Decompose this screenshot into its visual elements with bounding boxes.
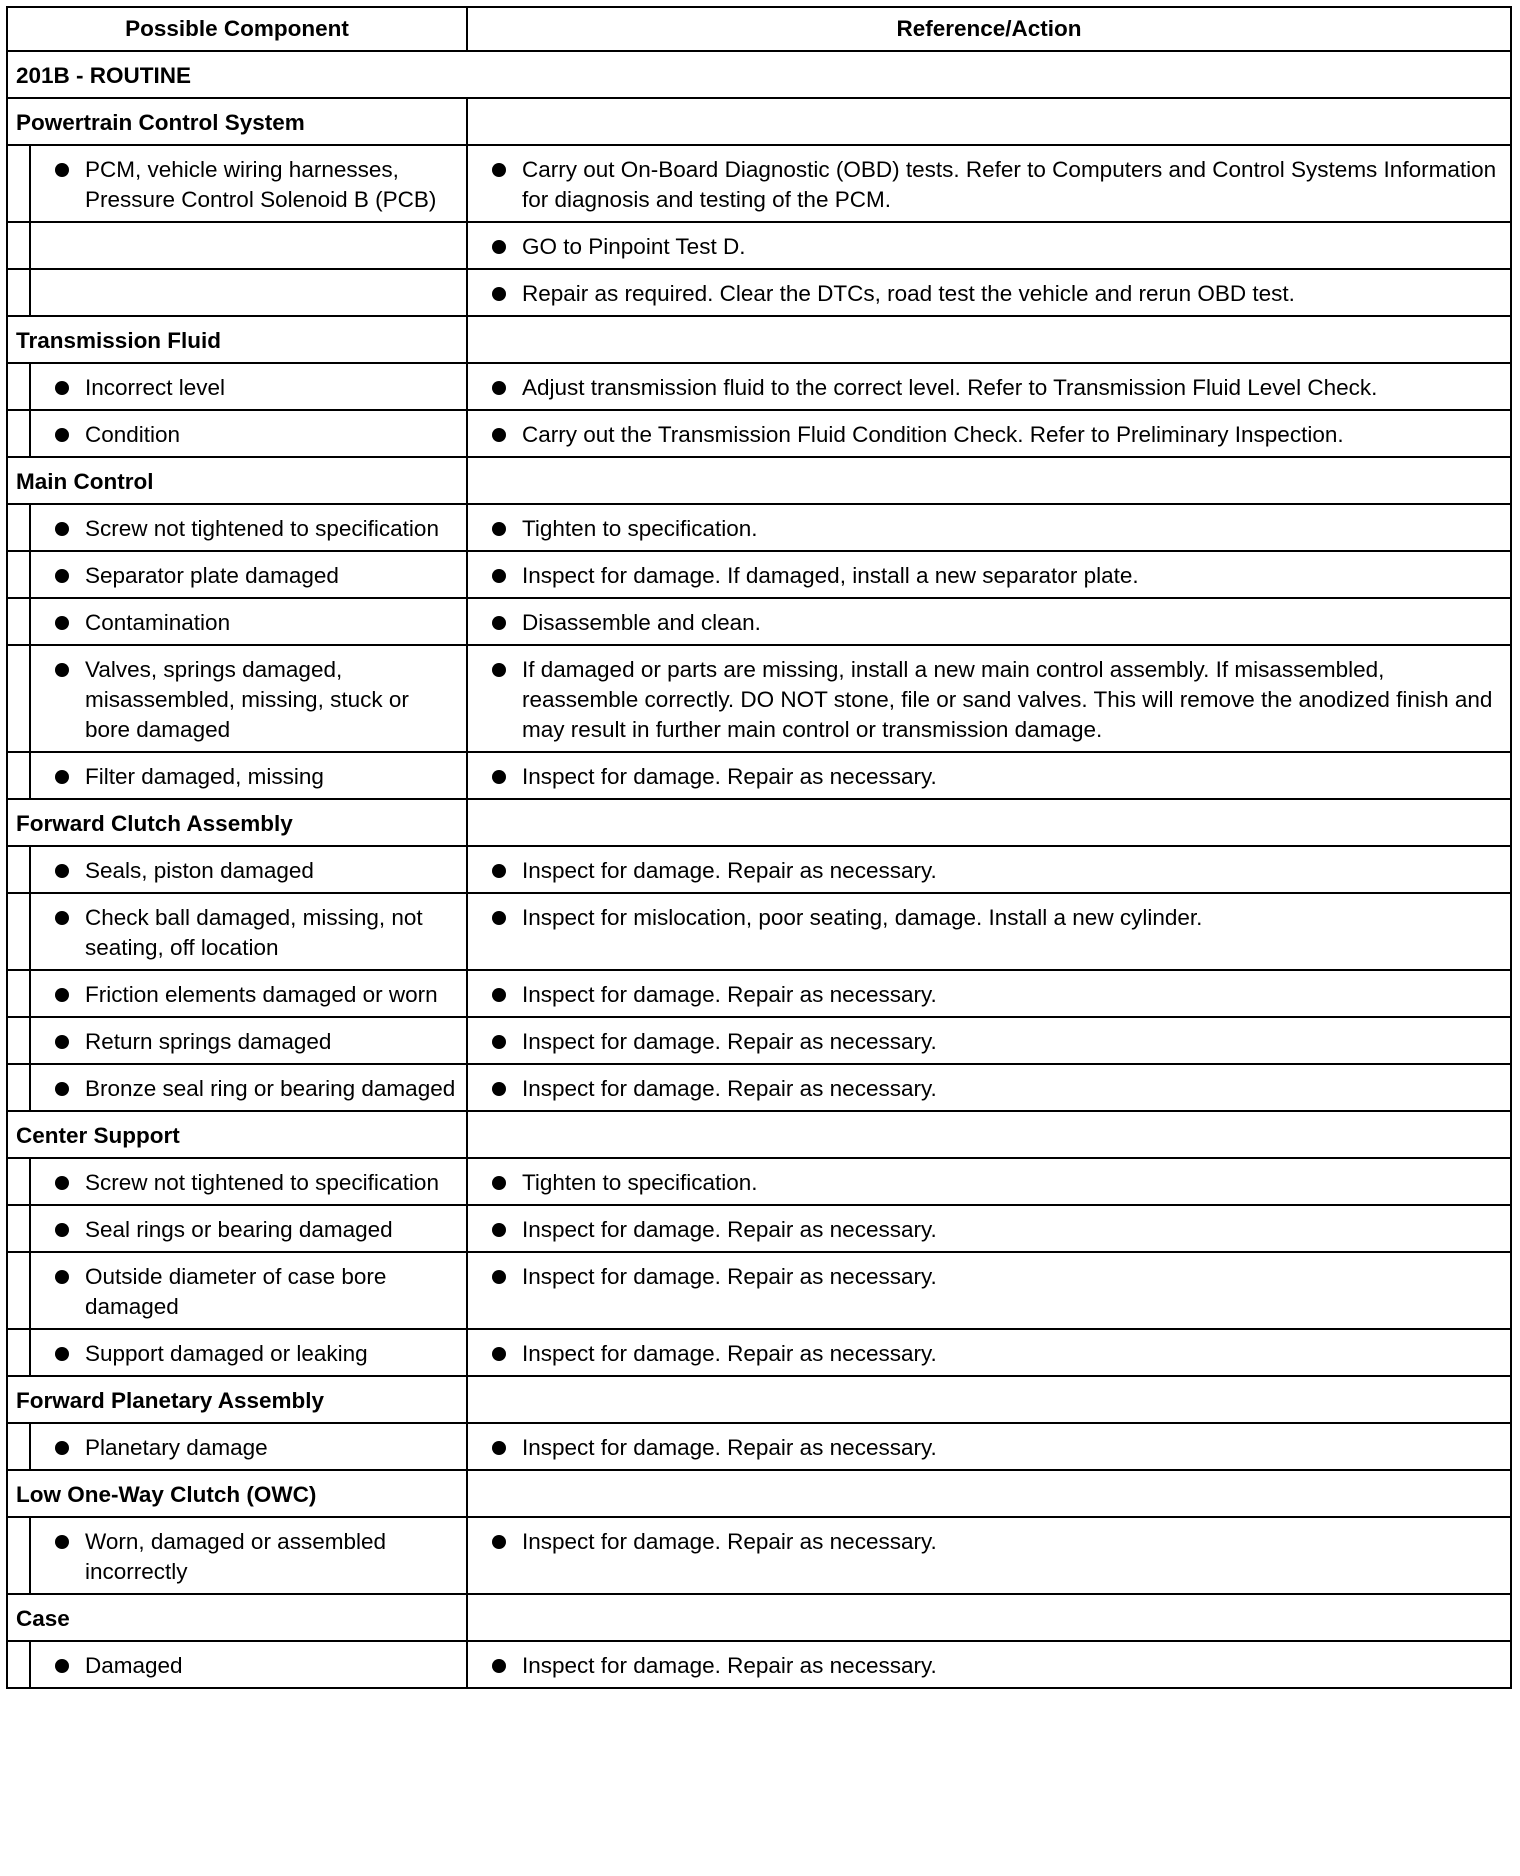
bullet-icon [492,163,506,177]
section-title: Forward Planetary Assembly [7,1376,467,1423]
table-row [7,1517,1511,1594]
component-cell [30,598,467,645]
component-cell [30,1205,467,1252]
action-text: Inspect for damage. Repair as necessary. [522,1264,937,1289]
table-row [7,846,1511,893]
section-title: Center Support [7,1111,467,1158]
component-text: Valves, springs damaged, misassembled, missing, stuck or bore damaged [85,657,409,742]
section-row [7,316,1511,363]
action-item [478,1433,1500,1463]
action-text: Disassemble and clean. [522,610,761,635]
action-item [478,279,1500,309]
section-row [7,1376,1511,1423]
section-row [7,457,1511,504]
indent-cell [7,1158,30,1205]
action-item [478,155,1500,215]
component-cell [30,970,467,1017]
bullet-icon [55,864,69,878]
component-item [41,762,456,792]
table-row [7,752,1511,799]
table-row [7,1252,1511,1329]
bullet-icon [55,663,69,677]
component-item [41,155,456,215]
table-row [7,1064,1511,1111]
section-row [7,799,1511,846]
bullet-icon [492,1535,506,1549]
table-row [7,1329,1511,1376]
section-title: Low One-Way Clutch (OWC) [7,1470,467,1517]
bullet-icon [55,381,69,395]
bullet-icon [492,287,506,301]
action-cell [467,1017,1511,1064]
action-text: Inspect for mislocation, poor seating, damage. Install a new cylinder. [522,905,1203,930]
section-row [7,1111,1511,1158]
component-item [41,514,456,544]
action-item [478,420,1500,450]
table-row [7,893,1511,970]
component-cell [30,752,467,799]
bullet-icon [492,1223,506,1237]
action-item [478,1527,1500,1557]
component-cell [30,504,467,551]
bullet-icon [492,1441,506,1455]
component-text: Screw not tightened to specification [85,516,439,541]
indent-cell [7,363,30,410]
table-row [7,645,1511,752]
routine-row [7,51,1511,98]
section-title: Case [7,1594,467,1641]
section-title: Transmission Fluid [7,316,467,363]
component-cell [30,145,467,222]
action-item [478,608,1500,638]
section-title: Main Control [7,457,467,504]
section-action-cell [467,1376,1511,1423]
action-cell [467,363,1511,410]
component-cell [30,363,467,410]
component-cell [30,1329,467,1376]
action-text: Inspect for damage. Repair as necessary. [522,1217,937,1242]
section-action-cell [467,1470,1511,1517]
action-text: Tighten to specification. [522,516,758,541]
indent-cell [7,269,30,316]
action-item [478,561,1500,591]
table-row [7,598,1511,645]
component-cell [30,410,467,457]
indent-cell [7,1517,30,1594]
bullet-icon [55,1347,69,1361]
component-item [41,980,456,1010]
column-header-component: Possible Component [7,7,467,51]
action-item [478,1027,1500,1057]
action-item [478,1215,1500,1245]
indent-cell [7,1423,30,1470]
table-row [7,551,1511,598]
component-text: Friction elements damaged or worn [85,982,438,1007]
action-item [478,514,1500,544]
bullet-icon [55,1176,69,1190]
component-text: PCM, vehicle wiring harnesses, Pressure Control Solenoid B (PCB) [85,157,437,212]
indent-cell [7,145,30,222]
header-row [7,7,1511,51]
section-action-cell [467,799,1511,846]
component-cell [30,1517,467,1594]
bullet-icon [55,1082,69,1096]
component-text: Planetary damage [85,1435,268,1460]
bullet-icon [55,911,69,925]
indent-cell [7,645,30,752]
action-cell [467,1252,1511,1329]
component-text: Filter damaged, missing [85,764,324,789]
action-item [478,232,1500,262]
indent-cell [7,598,30,645]
action-item [478,903,1500,933]
action-text: GO to Pinpoint Test D. [522,234,746,259]
component-item [41,1433,456,1463]
action-item [478,1339,1500,1369]
bullet-icon [492,616,506,630]
action-item [478,980,1500,1010]
bullet-icon [492,1659,506,1673]
section-title: Powertrain Control System [7,98,467,145]
component-text: Incorrect level [85,375,226,400]
bullet-icon [492,1082,506,1096]
bullet-icon [492,911,506,925]
indent-cell [7,1017,30,1064]
section-action-cell [467,98,1511,145]
bullet-icon [55,1223,69,1237]
bullet-icon [492,569,506,583]
bullet-icon [492,1176,506,1190]
action-text: Inspect for damage. Repair as necessary. [522,858,937,883]
indent-cell [7,504,30,551]
bullet-icon [492,988,506,1002]
table-row [7,145,1511,222]
component-cell [30,1064,467,1111]
component-cell [30,645,467,752]
action-text: Inspect for damage. Repair as necessary. [522,1076,937,1101]
action-text: Inspect for damage. Repair as necessary. [522,1653,937,1678]
bullet-icon [55,988,69,1002]
diagnostic-table-page [6,6,1510,1689]
table-row [7,1423,1511,1470]
component-cell [30,551,467,598]
bullet-icon [55,1535,69,1549]
section-row [7,1594,1511,1641]
table-row [7,504,1511,551]
action-cell [467,410,1511,457]
bullet-icon [492,381,506,395]
component-item [41,373,456,403]
action-text: Inspect for damage. If damaged, install a new separator plate. [522,563,1139,588]
table-row [7,1205,1511,1252]
indent-cell [7,551,30,598]
component-item [41,903,456,963]
action-text: Inspect for damage. Repair as necessary. [522,982,937,1007]
table-row [7,1641,1511,1688]
action-item [478,373,1500,403]
bullet-icon [492,1347,506,1361]
indent-cell [7,893,30,970]
indent-cell [7,970,30,1017]
action-item [478,856,1500,886]
component-item [41,655,456,745]
action-text: Adjust transmission fluid to the correct level. Refer to Transmission Fluid Level Check. [522,375,1378,400]
column-header-action: Reference/Action [467,7,1511,51]
action-item [478,1168,1500,1198]
component-item [41,608,456,638]
component-cell [30,1641,467,1688]
action-cell [467,846,1511,893]
bullet-icon [55,1035,69,1049]
indent-cell [7,846,30,893]
bullet-icon [492,1270,506,1284]
indent-cell [7,1252,30,1329]
bullet-icon [55,616,69,630]
component-item [41,1027,456,1057]
section-row [7,98,1511,145]
action-cell [467,1641,1511,1688]
component-text: Bronze seal ring or bearing damaged [85,1076,456,1101]
component-item [41,420,456,450]
indent-cell [7,1064,30,1111]
bullet-icon [55,569,69,583]
component-text: Return springs damaged [85,1029,332,1054]
bullet-icon [492,428,506,442]
component-text: Worn, damaged or assembled incorrectly [85,1529,386,1584]
indent-cell [7,1329,30,1376]
component-item [41,1168,456,1198]
action-text: If damaged or parts are missing, install a new main control assembly. If misassembled, reassemble correctly. DO NOT stone, file or sand valves. This will remove the anodized finish and may result in further main control or transmission damage. [522,657,1493,742]
section-title: Forward Clutch Assembly [7,799,467,846]
action-cell [467,752,1511,799]
action-cell [467,645,1511,752]
indent-cell [7,410,30,457]
component-cell [30,1017,467,1064]
bullet-icon [55,428,69,442]
action-item [478,1651,1500,1681]
action-item [478,762,1500,792]
component-text: Check ball damaged, missing, not seating, off location [85,905,423,960]
action-cell [467,1064,1511,1111]
component-text: Outside diameter of case bore damaged [85,1264,387,1319]
section-action-cell [467,1594,1511,1641]
action-cell [467,1423,1511,1470]
section-action-cell [467,316,1511,363]
action-text: Inspect for damage. Repair as necessary. [522,1529,937,1554]
action-item [478,655,1500,745]
table-row [7,1017,1511,1064]
component-cell [30,269,467,316]
bullet-icon [55,770,69,784]
bullet-icon [492,522,506,536]
action-cell [467,1329,1511,1376]
bullet-icon [492,663,506,677]
action-cell [467,1517,1511,1594]
table-row [7,970,1511,1017]
table-row [7,1158,1511,1205]
table-row [7,222,1511,269]
routine-title: 201B - ROUTINE [7,51,1511,98]
action-cell [467,145,1511,222]
action-item [478,1262,1500,1292]
action-text: Repair as required. Clear the DTCs, road test the vehicle and rerun OBD test. [522,281,1295,306]
component-cell [30,222,467,269]
table-row [7,363,1511,410]
action-text: Inspect for damage. Repair as necessary. [522,764,937,789]
action-cell [467,1158,1511,1205]
component-item [41,1527,456,1587]
action-cell [467,222,1511,269]
action-cell [467,598,1511,645]
component-item [41,1262,456,1322]
bullet-icon [492,864,506,878]
table-row [7,269,1511,316]
section-row [7,1470,1511,1517]
bullet-icon [55,1270,69,1284]
bullet-icon [55,1659,69,1673]
component-cell [30,1158,467,1205]
component-cell [30,1252,467,1329]
component-item [41,1074,456,1104]
bullet-icon [55,1441,69,1455]
component-item [41,856,456,886]
component-cell [30,893,467,970]
action-cell [467,551,1511,598]
action-text: Inspect for damage. Repair as necessary. [522,1435,937,1460]
action-text: Carry out On-Board Diagnostic (OBD) tests. Refer to Computers and Control Systems Information for diagnosis and testing of the PCM. [522,157,1497,212]
action-cell [467,893,1511,970]
indent-cell [7,1641,30,1688]
indent-cell [7,222,30,269]
component-cell [30,846,467,893]
action-text: Inspect for damage. Repair as necessary. [522,1029,937,1054]
action-text: Carry out the Transmission Fluid Condition Check. Refer to Preliminary Inspection. [522,422,1344,447]
indent-cell [7,752,30,799]
action-item [478,1074,1500,1104]
component-text: Screw not tightened to specification [85,1170,439,1195]
section-action-cell [467,1111,1511,1158]
bullet-icon [55,163,69,177]
bullet-icon [55,522,69,536]
component-text: Contamination [85,610,231,635]
bullet-icon [492,240,506,254]
bullet-icon [492,1035,506,1049]
action-cell [467,970,1511,1017]
action-text: Inspect for damage. Repair as necessary. [522,1341,937,1366]
component-item [41,1215,456,1245]
table-row [7,410,1511,457]
component-cell [30,1423,467,1470]
component-text: Seal rings or bearing damaged [85,1217,393,1242]
action-cell [467,269,1511,316]
component-text: Support damaged or leaking [85,1341,368,1366]
diagnostic-table [6,6,1512,1689]
action-cell [467,1205,1511,1252]
component-item [41,561,456,591]
section-action-cell [467,457,1511,504]
indent-cell [7,1205,30,1252]
action-text: Tighten to specification. [522,1170,758,1195]
component-text: Damaged [85,1653,183,1678]
component-text: Condition [85,422,181,447]
component-item [41,1651,456,1681]
component-item [41,1339,456,1369]
action-cell [467,504,1511,551]
component-text: Seals, piston damaged [85,858,314,883]
bullet-icon [492,770,506,784]
component-text: Separator plate damaged [85,563,339,588]
